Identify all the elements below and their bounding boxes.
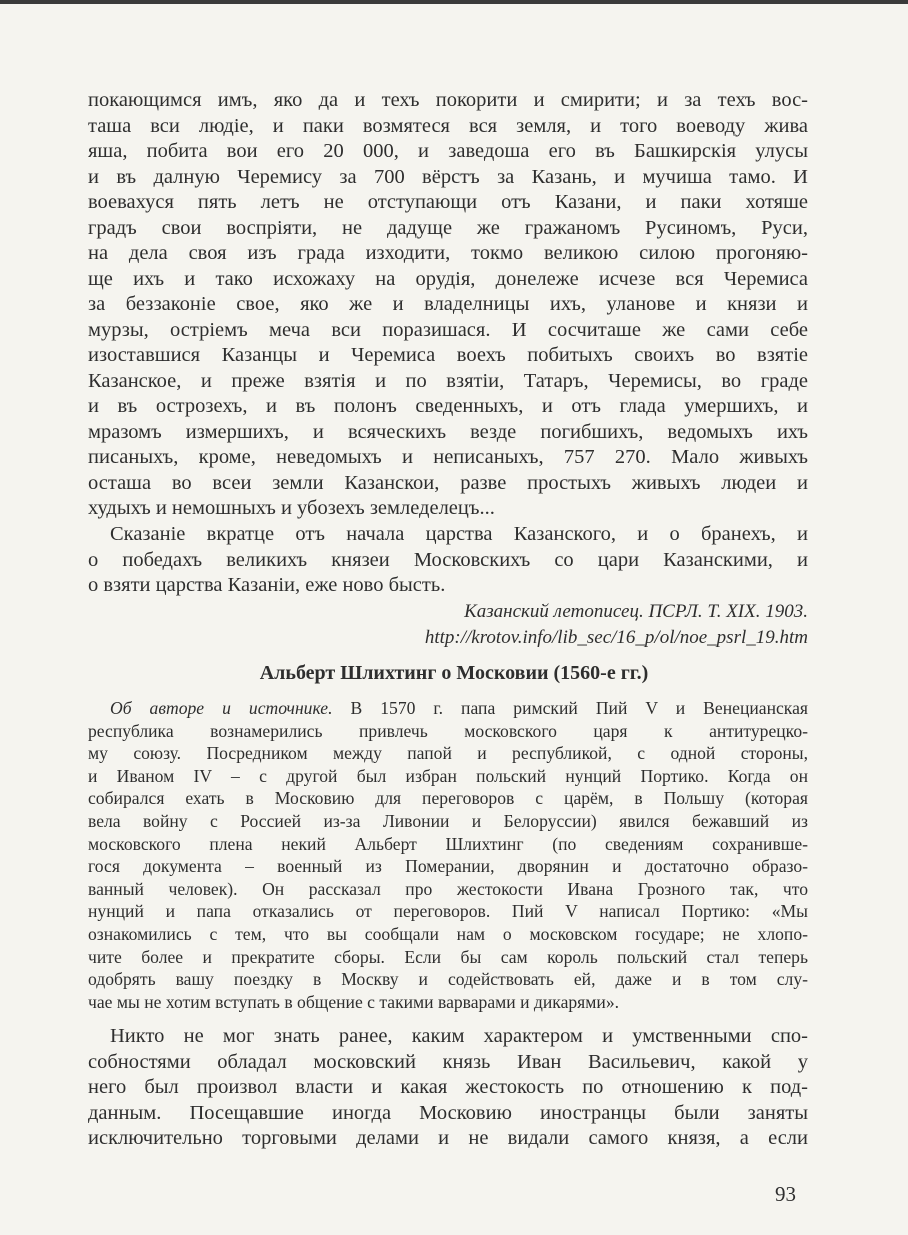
- text-line: одобрять вашу поездку в Москву и содействовать ей, даже и в том слу-: [88, 969, 808, 990]
- text-line: республика вознамерились привлечь московского царя к антитурецко-: [88, 720, 808, 741]
- source-citation: [88, 599, 808, 650]
- text-line: гося документа – военный из Померании, дворянин и достаточно образо-: [88, 856, 808, 877]
- scan-edge: [0, 0, 908, 4]
- text-line: вела войну с Россией из-за Ливонии и Белоруссии) явился бежавший из: [88, 810, 808, 831]
- text-line: Казанское, и преже взятія и по взятіи, Татаръ, Черемисы, во граде: [88, 369, 808, 392]
- text-line: ознакомились с тем, что вы сообщали нам о московском государе; не хлопо-: [88, 923, 808, 944]
- text-line: осташа во всеи земли Казанскои, разве простыхъ живыхъ людеи и: [88, 471, 808, 494]
- text-line: ванный человек). Он рассказал про жестокости Ивана Грозного так, что: [88, 878, 808, 899]
- text-line: нунций и папа отказались от переговоров. Пий V написал Портико: «Мы: [88, 901, 808, 922]
- text-line: изоставшися Казанцы и Черемиса воехъ побитыхъ своихъ во взятіе: [88, 344, 808, 366]
- text-line: ще ихъ и тако исхожаху на орудія, донележе исчезе вся Черемиса: [88, 267, 808, 290]
- text-line: на дела своя изъ града изходити, токмо великою силою прогоняю-: [88, 242, 808, 264]
- chronicle-paragraph-1: [88, 88, 808, 522]
- text-line: покающимся имъ, яко да и техъ покорити и смирити; и за техъ вос-: [88, 89, 808, 111]
- text-line: яша, побита вои его 20 000, и заведоша его въ Башкирскія улусы: [88, 140, 808, 162]
- text-line: воевахуся пять летъ не отступающи отъ Казани, и паки хотяше: [88, 191, 808, 213]
- intro-first-rest: В 1570 г. папа римский Пий V и Венецианская: [332, 698, 808, 718]
- author-intro: [88, 697, 808, 1013]
- text-line: мурзы, остріемъ меча вси поразишася. И сосчиташе же сами себе: [88, 318, 808, 341]
- text-line: и въ острозехъ, и въ полонъ сведенныхъ, и отъ глада умершихъ, и: [88, 395, 808, 417]
- text-line: чае мы не хотим вступать в общение с такими варварами и дикарями».: [88, 991, 620, 1012]
- text-line: Никто не мог знать ранее, каким характером и умственными спо-: [110, 1025, 808, 1047]
- text-line: му союзу. Посредником между папой и республикой, с одной стороны,: [88, 743, 808, 764]
- intro-lead: Об авторе и источнике.: [110, 698, 333, 718]
- text-line: о победахъ великихъ князеи Московскихъ со цари Казанскими, и: [88, 548, 808, 571]
- citation-url: http://krotov.info/lib_sec/16_p/ol/noe_psrl_19.htm: [424, 626, 808, 648]
- text-line: данным. Посещавшие иногда Московию иностранцы были заняты: [88, 1101, 808, 1124]
- text-line: и Иваном IV – с другой был избран польский нунций Портико. Когда он: [88, 765, 808, 786]
- text-line: градъ свои воспріяти, не дадуще же гражаномъ Русиномъ, Руси,: [88, 216, 808, 239]
- citation-text: Казанский летописец. ПСРЛ. Т. XIX. 1903.: [464, 601, 808, 622]
- text-line: исключительно торговыми делами и не видали самого князя, а если: [88, 1127, 808, 1149]
- text-line: худыхъ и немошныхъ и убозехъ земледелецъ...: [88, 497, 495, 519]
- section-heading: Альберт Шлихтинг о Московии (1560-е гг.): [259, 662, 649, 684]
- schlichting-paragraph: [88, 1024, 808, 1152]
- text-line: писаныхъ, кроме, неведомыхъ и неписаныхъ, 757 270. Мало живыхъ: [88, 446, 808, 468]
- text-line: и въ далную Черемису за 700 вёрстъ за Казань, и мучиша тамо. И: [88, 165, 808, 188]
- text-line: таша вси людіе, и паки возмятеся вся земля, и того воеводу жива: [88, 114, 808, 137]
- text-line: собностями обладал московский князь Иван Васильевич, какой у: [88, 1050, 808, 1073]
- text-line: московского плена некий Альберт Шлихтинг (по сведениям сохранивше-: [88, 833, 808, 854]
- text-line: собирался ехать в Московию для переговоров с царём, в Польшу (которая: [88, 788, 808, 809]
- text-line: чите более и прекратите сборы. Если бы сам король польский стал теперь: [88, 946, 808, 967]
- chronicle-paragraph-2: [88, 522, 808, 599]
- text-line: Сказаніе вкратце отъ начала царства Казанского, и о бранехъ, и: [110, 523, 808, 545]
- text-line: него был произвол власти и какая жестокость по отношению к под-: [88, 1076, 808, 1098]
- text-line: мразомъ измершихъ, и всяческихъ везде погибшихъ, ведомыхъ ихъ: [88, 420, 808, 443]
- intro-line: [88, 697, 808, 720]
- text-line: о взяти царства Казаніи, еже ново бысть.: [88, 574, 446, 596]
- text-line: за беззаконіе свое, яко же и владелницы ихъ, уланове и князи и: [88, 293, 808, 315]
- page-number: 93: [775, 1182, 796, 1206]
